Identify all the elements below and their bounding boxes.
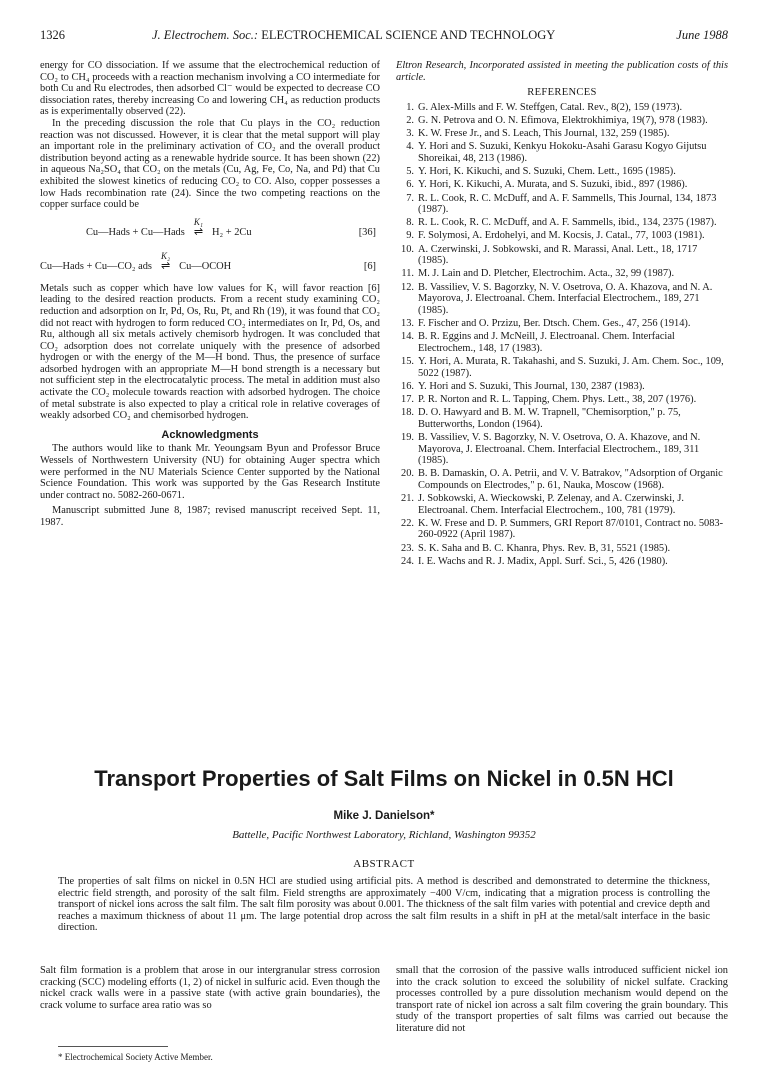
paragraph: In the preceding discussion the role that Cu plays in the CO₂ reduction reaction was not discussed. However, it is clear that the metal support will play an important role in the preliminary activation of CO₂ and the overall product distribution beyond acting as a renewable hydride source. It has been shown (22) in aqueous Na₂SO₄ that CO₂ on the metals (Cu, Ag, Fe, Co, Na, and Pd) that Cu exhibited the slowest kinetics of reducing CO₂ to CO. Also, copper possesses a low Hads recombination rate (24). Since the two competing reactions on the copper surface could be: [40, 117, 380, 211]
reference-item: [396, 518, 728, 541]
rate-constant: K₁: [193, 217, 203, 228]
reference-item: [396, 102, 728, 114]
equation-rhs: H₂ + 2Cu: [212, 227, 252, 239]
reference-number: 20.: [401, 468, 414, 480]
equation-lhs: Cu—Hads + Cu—CO₂ ads: [40, 261, 152, 273]
reference-number: 14.: [401, 331, 414, 343]
reference-text: P. R. Norton and R. L. Tapping, Chem. Phys. Lett., 38, 207 (1976).: [418, 393, 697, 405]
reference-number: 7.: [406, 192, 414, 204]
reference-text: B. Vassiliev, V. S. Bagorzky, N. V. Osetrova, O. A. Khazova, and N. A. Mayorova, J. Electroanal. Chem. Interfacial Electrochem., 189, 271 (1985).: [418, 281, 713, 316]
reference-text: G. Alex-Mills and F. W. Steffgen, Catal. Rev., 8(2), 159 (1973).: [418, 101, 683, 113]
reference-text: M. J. Lain and D. Pletcher, Electrochim. Acta., 32, 99 (1987).: [418, 268, 675, 280]
reference-number: 10.: [401, 243, 414, 255]
reference-item: [396, 115, 728, 127]
abstract-heading: ABSTRACT: [353, 858, 415, 870]
reference-text: R. L. Cook, R. C. McDuff, and A. F. Sammells, ibid., 134, 2375 (1987).: [418, 217, 717, 229]
reference-item: [396, 230, 728, 242]
abstract-text: The properties of salt films on nickel in 0.5N HCl are studied using artificial pits. A method is described and demonstrated to determine the thickness, electric field strength, and porosity of the salt film. Field strengths are approximately −400 V/cm, indicating that a migration process is controlling the transport of nickel ions across the salt film. The salt film porosity was about 0.001. The thickness of the salt film varies with potential and crevice depth and reaches a maximum thickness of about 11 μm. The large potential drop across the salt film results in a shift in pH at the metal/salt interface in the basic direction.: [58, 876, 710, 934]
reference-number: 4.: [406, 141, 414, 153]
reference-number: 21.: [401, 493, 414, 505]
reference-text: B. B. Damaskin, O. A. Petrii, and V. V. Batrakov, "Adsorption of Organic Compounds on Electrodes," p. 61, Nauka, Moscow (1968).: [418, 468, 723, 491]
reference-item: [396, 493, 728, 516]
reference-item: [396, 179, 728, 191]
reference-text: Y. Hori, A. Murata, R. Takahashi, and S. Suzuki, J. Am. Chem. Soc., 109, 5022 (1987).: [418, 355, 724, 379]
paragraph: Metals such as copper which have low values for K₁ will favor reaction [6] leading to the desired reaction products. From a recent study examining CO₂ reduction and adsorption on Ir, Pd, Os, Ru, Pt, and Rh (19), it was found that CO₂ did not react with hydrogen to form reduced CO₂ intermediates on Ir, Pd, Os, and Ru, although all six metals actively chemisorb hydrogen. It was concluded that CO₂ adsorption does not correlate uniquely with the presence of adsorbed hydrogen or with the energy of the M—H bond. Thus, the presence of surface adsorbed hydrogen with an appropriate M—H bond strength is a necessary but not sufficient step in the electrocatalytic process. The metal in addition must also activate the CO₂ molecule towards reaction with adsorbed hydrogen. The choice of metal substrate is also expected to play a critical role in relative coverages of weakly adsorbed CO₂ and chemisorbed hydrogen.: [40, 282, 380, 422]
equation-number: [36]: [358, 227, 376, 239]
publication-thanks: Eltron Research, Incorporated assisted in meeting the publication costs of this article.: [396, 60, 728, 83]
equilibrium-arrow: K₂ ⇌: [155, 261, 177, 273]
reference-number: 9.: [406, 230, 414, 242]
reference-item: [396, 244, 728, 267]
paragraph: energy for CO dissociation. If we assume that the electrochemical reduction of CO₂ to CH₄ proceeds with a reaction mechanism involving a CO intermediate for both Cu and Ru electrodes, then adsorbed Cl⁻ would be expected to decrease CO dissociation rates, thereby increasing Co and lowering CH₄ as reduction products as is experimentally observed (22).: [40, 60, 380, 118]
reference-number: 6.: [406, 179, 414, 191]
reference-text: R. L. Cook, R. C. McDuff, and A. F. Sammells, This Journal, 134, 1873 (1987).: [418, 192, 717, 216]
equation-6: [40, 251, 380, 279]
rate-constant: K₂: [160, 251, 171, 262]
footnote: * Electrochemical Society Active Member.: [58, 1052, 213, 1062]
reference-number: 11.: [401, 268, 414, 280]
reference-number: 5.: [406, 166, 414, 178]
reference-item: [396, 282, 728, 317]
reference-text: Y. Hori, K. Kikuchi, A. Murata, and S. Suzuki, ibid., 897 (1986).: [418, 179, 688, 191]
acknowledgments-heading: Acknowledgments: [161, 428, 259, 441]
reference-item: [396, 128, 728, 140]
reference-text: D. O. Hawyard and B. M. W. Trapnell, "Chemisorption," p. 75, Butterworths, London (1964).: [418, 407, 681, 430]
reference-text: A. Czerwinski, J. Sobkowski, and R. Marassi, Anal. Lett., 18, 1717 (1985).: [418, 243, 698, 267]
reference-item: [396, 432, 728, 467]
reference-text: J. Sobkowski, A. Wieckowski, P. Zelenay, and A. Czerwinski, J. Electroanal. Chem. Interfacial Electrochem., 100, 781 (1979).: [418, 493, 684, 516]
page-number: 1326: [40, 28, 65, 42]
reference-number: 1.: [406, 101, 414, 113]
reference-number: 18.: [401, 407, 414, 419]
right-column: [396, 60, 728, 569]
reference-text: K. W. Frese and D. P. Summers, GRI Report 87/0101, Contract no. 5083-260-0922 (April 1987).: [418, 517, 724, 541]
reference-number: 17.: [401, 393, 414, 405]
reference-item: [396, 318, 728, 330]
references-heading: REFERENCES: [527, 87, 597, 99]
journal-title: [152, 28, 555, 43]
journal-section: ELECTROCHEMICAL SCIENCE AND TECHNOLOGY: [261, 28, 556, 42]
equation-rhs: Cu—OCOH: [179, 261, 232, 273]
reference-text: Y. Hori and S. Suzuki, Kenkyu Hokoku-Asahi Garasu Kogyo Gijutsu Shoreikai, 48, 213 (1986).: [418, 141, 707, 164]
running-header: [40, 28, 728, 46]
reference-item: [396, 468, 728, 491]
reference-item: [396, 381, 728, 393]
equation-lhs: Cu—Hads + Cu—Hads: [86, 227, 185, 239]
reference-number: 12.: [401, 281, 414, 293]
reference-number: 24.: [401, 555, 414, 567]
journal-abbrev: J. Electrochem. Soc.:: [152, 28, 259, 42]
equation-36: [40, 217, 380, 245]
reference-item: [396, 394, 728, 406]
issue-date: June 1988: [676, 28, 728, 42]
reference-number: 8.: [406, 217, 414, 229]
article-title: Transport Properties of Salt Films on Nickel in 0.5N HCl: [94, 766, 674, 791]
body-text-right: small that the corrosion of the passive walls introduced sufficient nickel ion into the crack solution to exceed the solubility of nickel sulfate. Cracking processes controlled by a pure dissolution mechanism would depend on the transport rate of nickel ion across a salt film covering the grain boundary. This study of the transport properties of salt films was carried out because the literature did not: [396, 965, 728, 1034]
reference-number: 13.: [401, 318, 414, 329]
reference-text: Y. Hori, K. Kikuchi, and S. Suzuki, Chem. Lett., 1695 (1985).: [418, 166, 676, 178]
reference-item: [396, 166, 728, 178]
reference-number: 19.: [401, 431, 414, 443]
reference-item: [396, 407, 728, 430]
article-author: Mike J. Danielson*: [333, 810, 435, 822]
left-column: [40, 60, 380, 529]
footnote-rule: [58, 1046, 168, 1047]
reference-text: K. W. Frese Jr., and S. Leach, This Journal, 132, 259 (1985).: [418, 128, 670, 140]
reference-number: 23.: [401, 542, 414, 554]
reference-text: G. N. Petrova and O. N. Efimova, Elektrokhimiya, 19(7), 978 (1983).: [418, 114, 708, 126]
acknowledgments-text: The authors would like to thank Mr. Yeoungsam Byun and Professor Bruce Wessels of Northwestern University (NU) for obtaining Auger spectra which were performed in the NU Materials Science Center supported by the National Science Foundation. This work was supported by the Gas Research Institute under contract no. 5082-260-0671.: [40, 443, 380, 501]
reference-item: [396, 543, 728, 555]
reference-item: [396, 331, 728, 354]
reference-text: B. R. Eggins and J. McNeill, J. Electroanal. Chem. Interfacial Electrochem., 148, 17 (1983).: [418, 331, 675, 354]
reference-number: 16.: [401, 380, 414, 392]
reference-number: 15.: [401, 355, 414, 367]
reference-text: S. K. Saha and B. C. Khanra, Phys. Rev. B, 31, 5521 (1985).: [418, 542, 671, 554]
reference-text: F. Solymosi, A. Erdohelyi, and M. Kocsis, J. Catal., 77, 1003 (1981).: [418, 230, 705, 242]
reference-item: [396, 141, 728, 164]
equilibrium-arrow: K₁ ⇌: [187, 227, 209, 239]
reference-text: F. Fischer and O. Przizu, Ber. Dtsch. Chem. Ges., 47, 256 (1914).: [418, 318, 691, 329]
reference-item: [396, 268, 728, 280]
reference-item: [396, 193, 728, 216]
equation-number: [6]: [363, 261, 376, 273]
author-affiliation: Battelle, Pacific Northwest Laboratory, Richland, Washington 99352: [232, 829, 536, 841]
reference-text: Y. Hori and S. Suzuki, This Journal, 130, 2387 (1983).: [418, 380, 645, 392]
reference-number: 2.: [406, 114, 414, 126]
body-text-left: Salt film formation is a problem that arose in our intergranular stress corrosion cracking (SCC) modeling efforts (1, 2) of nickel in sulfuric acid. Even though the nickel crack walls were in a passive state (with active grain boundaries), the crack volume to surface area ratio was so: [40, 965, 380, 1011]
reference-number: 3.: [406, 128, 414, 140]
reference-number: 22.: [401, 517, 414, 529]
reference-item: [396, 556, 728, 568]
reference-item: [396, 356, 728, 379]
reference-item: [396, 217, 728, 229]
reference-list: [396, 102, 728, 568]
reference-text: I. E. Wachs and R. J. Madix, Appl. Surf. Sci., 5, 426 (1980).: [418, 555, 668, 567]
manuscript-dates: Manuscript submitted June 8, 1987; revised manuscript received Sept. 11, 1987.: [40, 505, 380, 528]
reference-text: B. Vassiliev, V. S. Bagorzky, N. V. Osetrova, O. A. Khazove, and N. Mayorova, J. Electroanal. Chem. Interfacial Electrochem., 189, 311 (1985).: [418, 431, 701, 467]
